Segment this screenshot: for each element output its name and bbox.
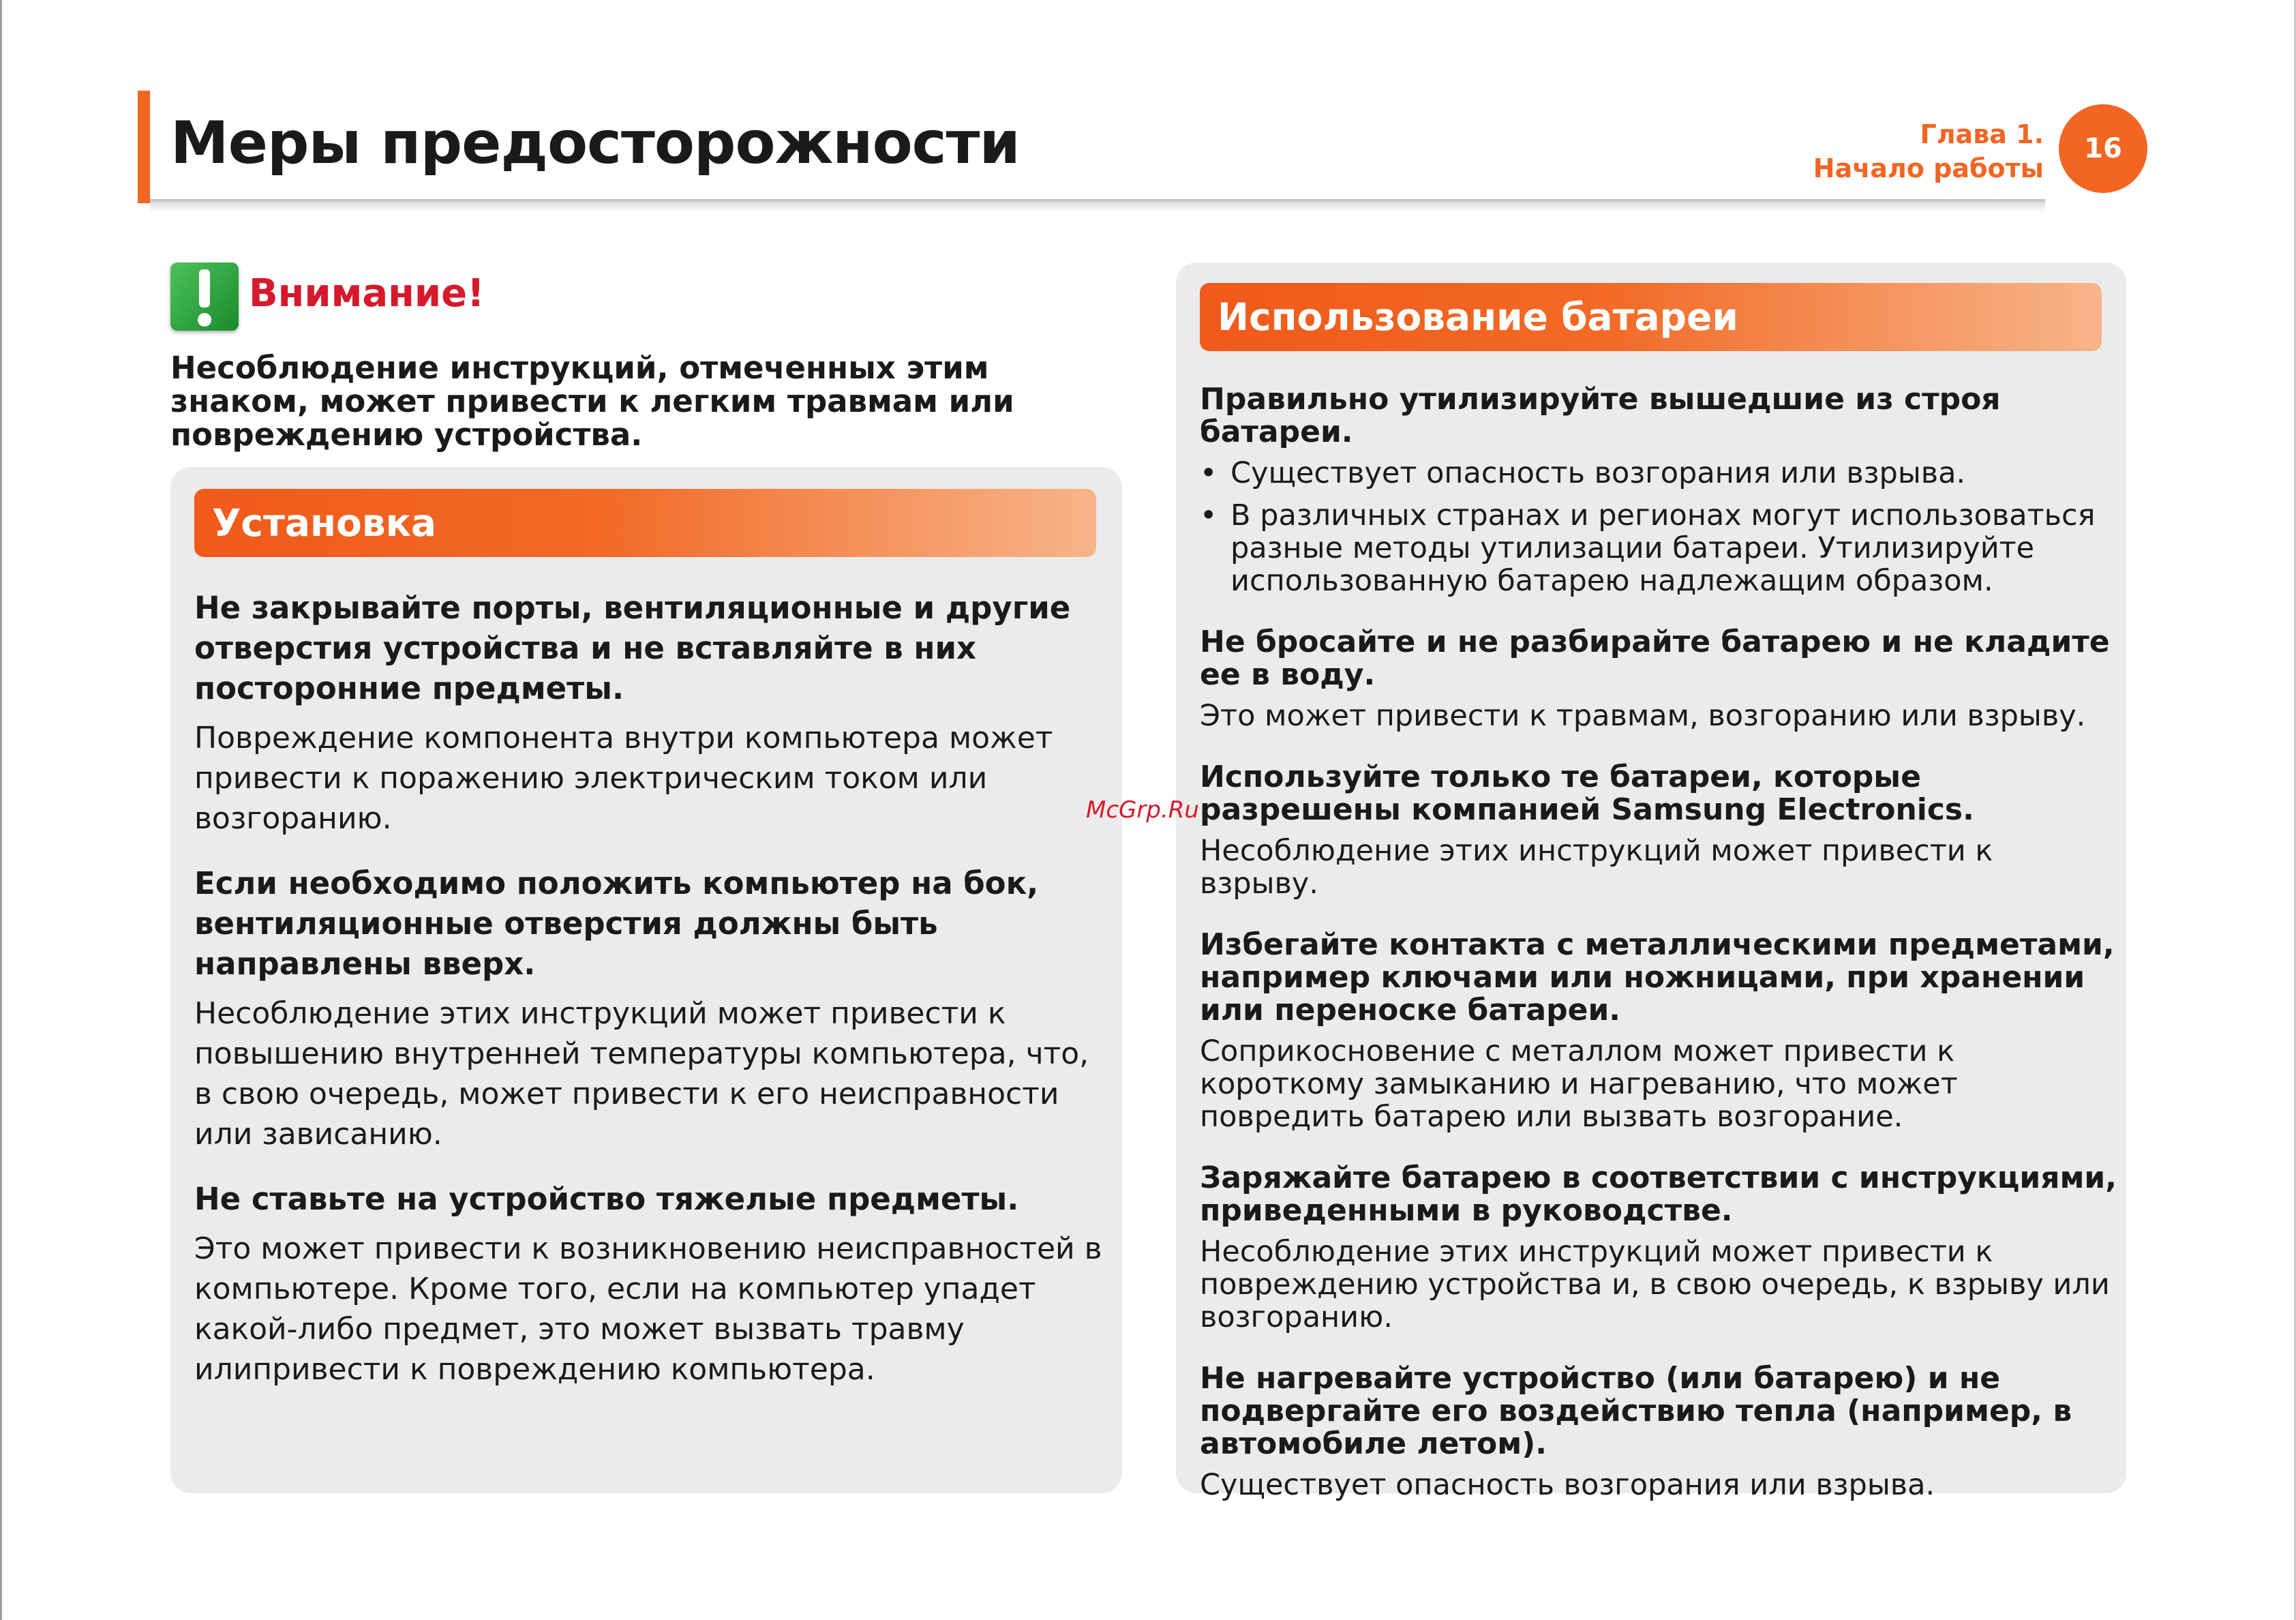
section-heading: Используйте только те батареи, которые разрешены компанией Samsung Electronics.: [1200, 760, 1974, 827]
chapter-title: Начало работы: [1813, 153, 2044, 183]
chapter-label: [1813, 117, 2044, 185]
warning-text: Несоблюдение инструкций, отмеченных этим знаком, может привести к легким травмам или повреждению устройства.: [170, 350, 1014, 453]
section-body: Это может привести к травмам, возгоранию или взрыву.: [1200, 699, 2086, 733]
installation-banner: Установка: [194, 489, 1096, 557]
battery-section: [1200, 626, 2117, 732]
chapter-number: Глава 1.: [1920, 119, 2044, 149]
section-heading: Правильно утилизируйте вышедшие из строя батареи.: [1200, 382, 2001, 449]
battery-section: [1200, 1162, 2117, 1334]
page-edge-left: [0, 0, 2, 1620]
installation-section: [194, 863, 1108, 1154]
section-heading: Не ставьте на устройство тяжелые предметы.: [194, 1181, 1019, 1217]
battery-section: [1200, 929, 2117, 1133]
section-heading: Избегайте контакта с металлическими предметами, например ключами или ножницами, при хранении или переноске батареи.: [1200, 927, 2115, 1028]
installation-section: [194, 588, 1108, 839]
bullet-item: • Существует опасность возгорания или взрыва.: [1200, 457, 2117, 490]
battery-section: [1200, 761, 2117, 900]
bullet-list: [1200, 457, 2117, 597]
battery-content: [1200, 383, 2117, 1530]
battery-section: [1200, 1362, 2117, 1501]
page-title: Меры предосторожности: [170, 109, 1020, 177]
battery-banner: Использование батареи: [1200, 283, 2102, 351]
section-body: Повреждение компонента внутри компьютера может привести к поражению электрическим током или возгоранию.: [194, 721, 1053, 836]
installation-content: [194, 588, 1108, 1414]
section-body: Соприкосновение с металлом может привести к короткому замыканию и нагреванию, что может повредить батарею или вызвать возгорание.: [1200, 1034, 1958, 1134]
section-heading: Если необходимо положить компьютер на бок, вентиляционные отверстия должны быть направлены вверх.: [194, 865, 1039, 982]
section-body: Это может привести к возникновению неисправностей в компьютере. Кроме того, если на компьютер упадет какой-либо предмет, это может вызвать травму илипривести к повреждению компьютера.: [194, 1231, 1102, 1387]
warning-title: Внимание!: [249, 271, 485, 316]
section-body: Несоблюдение этих инструкций может привести к повреждению устройства и, в свою очередь, к взрыву или возгоранию.: [1200, 1235, 2110, 1334]
section-body: Несоблюдение этих инструкций может привести к взрыву.: [1200, 834, 1993, 901]
watermark: McGrp.Ru: [1086, 796, 1199, 824]
header-rule: [150, 199, 2045, 213]
title-accent-bar: [138, 91, 150, 203]
section-heading: Не бросайте и не разбирайте батарею и не кладите ее в воду.: [1200, 625, 2110, 692]
section-heading: Заряжайте батарею в соответствии с инструкциями, приведенными в руководстве.: [1200, 1160, 2117, 1228]
section-body: Несоблюдение этих инструкций может привести к повышению внутренней температуры компьютера, что, в свою очередь, может привести к его неисправности или зависанию.: [194, 996, 1089, 1152]
section-body: Существует опасность возгорания или взрыва.: [1200, 1468, 1935, 1502]
page-number-badge: 16: [2059, 104, 2147, 193]
bullet-item: • В различных странах и регионах могут использоваться разные методы утилизации батареи. Утилизируйте использованную батарею надлежащим образом.: [1200, 499, 2117, 597]
section-heading: Не нагревайте устройство (или батарею) и не подвергайте его воздействию тепла (например, в автомобиле летом).: [1200, 1361, 2072, 1461]
installation-section: [194, 1179, 1108, 1390]
section-heading: Не закрывайте порты, вентиляционные и другие отверстия устройства и не вставляйте в них посторонние предметы.: [194, 590, 1071, 706]
battery-section: [1200, 383, 2117, 597]
exclamation-icon: [170, 262, 239, 331]
